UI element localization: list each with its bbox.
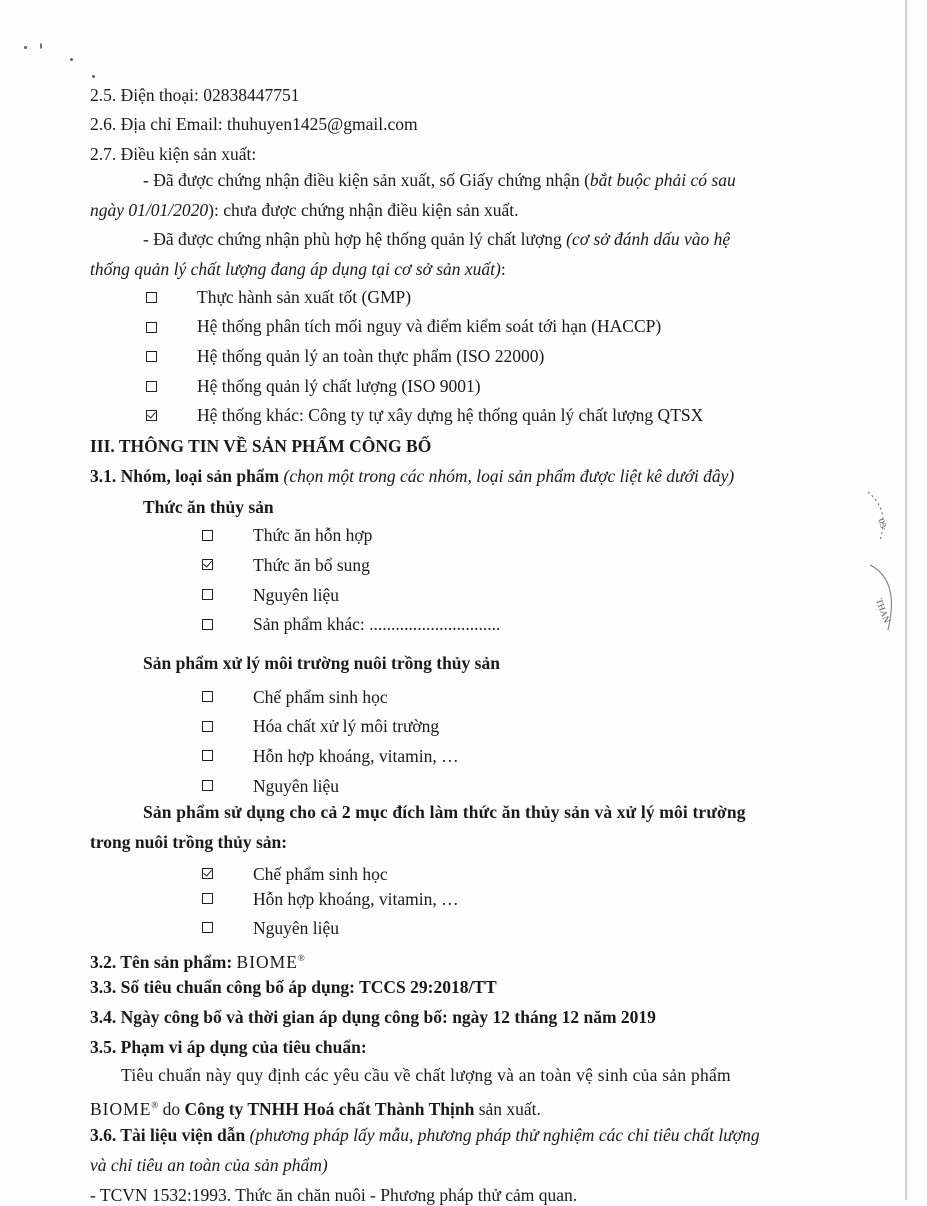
checkbox-haccp[interactable] xyxy=(146,322,157,333)
speck xyxy=(24,46,27,49)
checkbox-both-raw[interactable] xyxy=(202,922,213,933)
checkbox-env-raw[interactable] xyxy=(202,780,213,791)
conditions-line: 2.7. Điều kiện sản xuất: xyxy=(90,144,257,164)
s35-body-1: Tiêu chuẩn này quy định các yêu cầu về chất lượng và an toàn vệ sinh của sản phẩm xyxy=(121,1065,731,1085)
checkbox-iso9001[interactable] xyxy=(146,381,157,392)
feed-label-other: Sản phẩm khác: .............................. xyxy=(253,614,501,634)
checkbox-iso22000[interactable] xyxy=(146,351,157,362)
speck xyxy=(40,43,42,49)
env-group-title: Sản phẩm xử lý môi trường nuôi trồng thủy sản xyxy=(143,653,500,673)
feed-label-mixed: Thức ăn hỗn hợp xyxy=(253,525,373,545)
svg-text:03·: 03· xyxy=(876,517,890,532)
s36-line-1: 3.6. Tài liệu viện dẫn (phương pháp lấy mẫu, phương pháp thử nghiệm các chỉ tiêu chất lượng xyxy=(90,1125,760,1145)
s33-line: 3.3. Số tiêu chuẩn công bố áp dụng: TCCS 29:2018/TT xyxy=(90,977,497,997)
both-label-raw: Nguyên liệu xyxy=(253,918,340,938)
checkbox-both-bio[interactable] xyxy=(202,868,213,879)
cert1-line-1: - Đã được chứng nhận điều kiện sản xuất, số Giấy chứng nhận (bắt buộc phải có sau xyxy=(143,170,736,190)
s34-line: 3.4. Ngày công bố và thời gian áp dụng công bố: ngày 12 tháng 12 năm 2019 xyxy=(90,1007,656,1027)
both-group-title-2: trong nuôi trồng thủy sản: xyxy=(90,832,288,852)
page-edge xyxy=(905,0,907,1200)
both-label-mineral: Hỗn hợp khoáng, vitamin, … xyxy=(253,889,459,909)
stamp-fragment xyxy=(860,490,904,640)
section-3-title: III. THÔNG TIN VỀ SẢN PHẨM CÔNG BỐ xyxy=(90,436,432,456)
cert2-line-1: - Đã được chứng nhận phù hợp hệ thống quản lý chất lượng (cơ sở đánh dấu vào hệ xyxy=(143,229,731,249)
checkbox-feed-supplement[interactable] xyxy=(202,559,213,570)
feed-group-title: Thức ăn thủy sản xyxy=(143,497,274,517)
checkbox-feed-other[interactable] xyxy=(202,619,213,630)
qms-label-other: Hệ thống khác: Công ty tự xây dựng hệ thống quản lý chất lượng QTSX xyxy=(197,405,704,425)
cert1-line-2: ngày 01/01/2020): chưa được chứng nhận điều kiện sản xuất. xyxy=(90,200,519,220)
checkbox-env-mineral[interactable] xyxy=(202,750,213,761)
cert2-line-2: thống quản lý chất lượng đang áp dụng tại cơ sở sản xuất): xyxy=(90,259,506,279)
qms-label-gmp: Thực hành sản xuất tốt (GMP) xyxy=(197,287,412,307)
speck xyxy=(70,58,73,61)
checkbox-other-system[interactable] xyxy=(146,410,157,421)
s31-line: 3.1. Nhóm, loại sản phẩm (chọn một trong các nhóm, loại sản phẩm được liệt kê dưới đây) xyxy=(90,466,735,486)
s32-line: 3.2. Tên sản phẩm: BIOME® xyxy=(90,951,305,972)
s35-line: 3.5. Phạm vi áp dụng của tiêu chuẩn: xyxy=(90,1037,367,1057)
email-line: 2.6. Địa chỉ Email: thuhuyen1425@gmail.com xyxy=(90,114,418,134)
feed-label-raw: Nguyên liệu xyxy=(253,585,340,605)
s36-line-2: và chỉ tiêu an toàn của sản phẩm) xyxy=(90,1155,328,1175)
feed-label-supplement: Thức ăn bổ sung xyxy=(253,555,370,575)
checkbox-feed-raw[interactable] xyxy=(202,589,213,600)
env-label-chem: Hóa chất xử lý môi trường xyxy=(253,716,440,736)
checkbox-both-mineral[interactable] xyxy=(202,893,213,904)
env-label-bio: Chế phẩm sinh học xyxy=(253,687,388,707)
speck xyxy=(92,75,95,78)
qms-label-haccp: Hệ thống phân tích mối nguy và điểm kiểm soát tới hạn (HACCP) xyxy=(197,316,662,336)
qms-label-iso9001: Hệ thống quản lý chất lượng (ISO 9001) xyxy=(197,376,481,396)
svg-text:THAN: THAN xyxy=(874,597,893,625)
checkbox-feed-mixed[interactable] xyxy=(202,530,213,541)
s35-body-2: BIOME® do Công ty TNHH Hoá chất Thành Thịnh sản xuất. xyxy=(90,1098,541,1119)
qms-label-iso22000: Hệ thống quản lý an toàn thực phẩm (ISO 22000) xyxy=(197,346,545,366)
phone-line: 2.5. Điện thoại: 02838447751 xyxy=(90,85,300,105)
both-label-bio: Chế phẩm sinh học xyxy=(253,864,388,884)
both-group-title-1: Sản phẩm sử dụng cho cả 2 mục đích làm thức ăn thủy sản và xử lý môi trường xyxy=(143,802,746,822)
env-label-raw: Nguyên liệu xyxy=(253,776,340,796)
reference-line-1: - TCVN 1532:1993. Thức ăn chăn nuôi - Phương pháp thử cảm quan. xyxy=(90,1185,578,1205)
env-label-mineral: Hỗn hợp khoáng, vitamin, … xyxy=(253,746,459,766)
checkbox-env-bio[interactable] xyxy=(202,691,213,702)
checkbox-env-chem[interactable] xyxy=(202,721,213,732)
checkbox-gmp[interactable] xyxy=(146,292,157,303)
